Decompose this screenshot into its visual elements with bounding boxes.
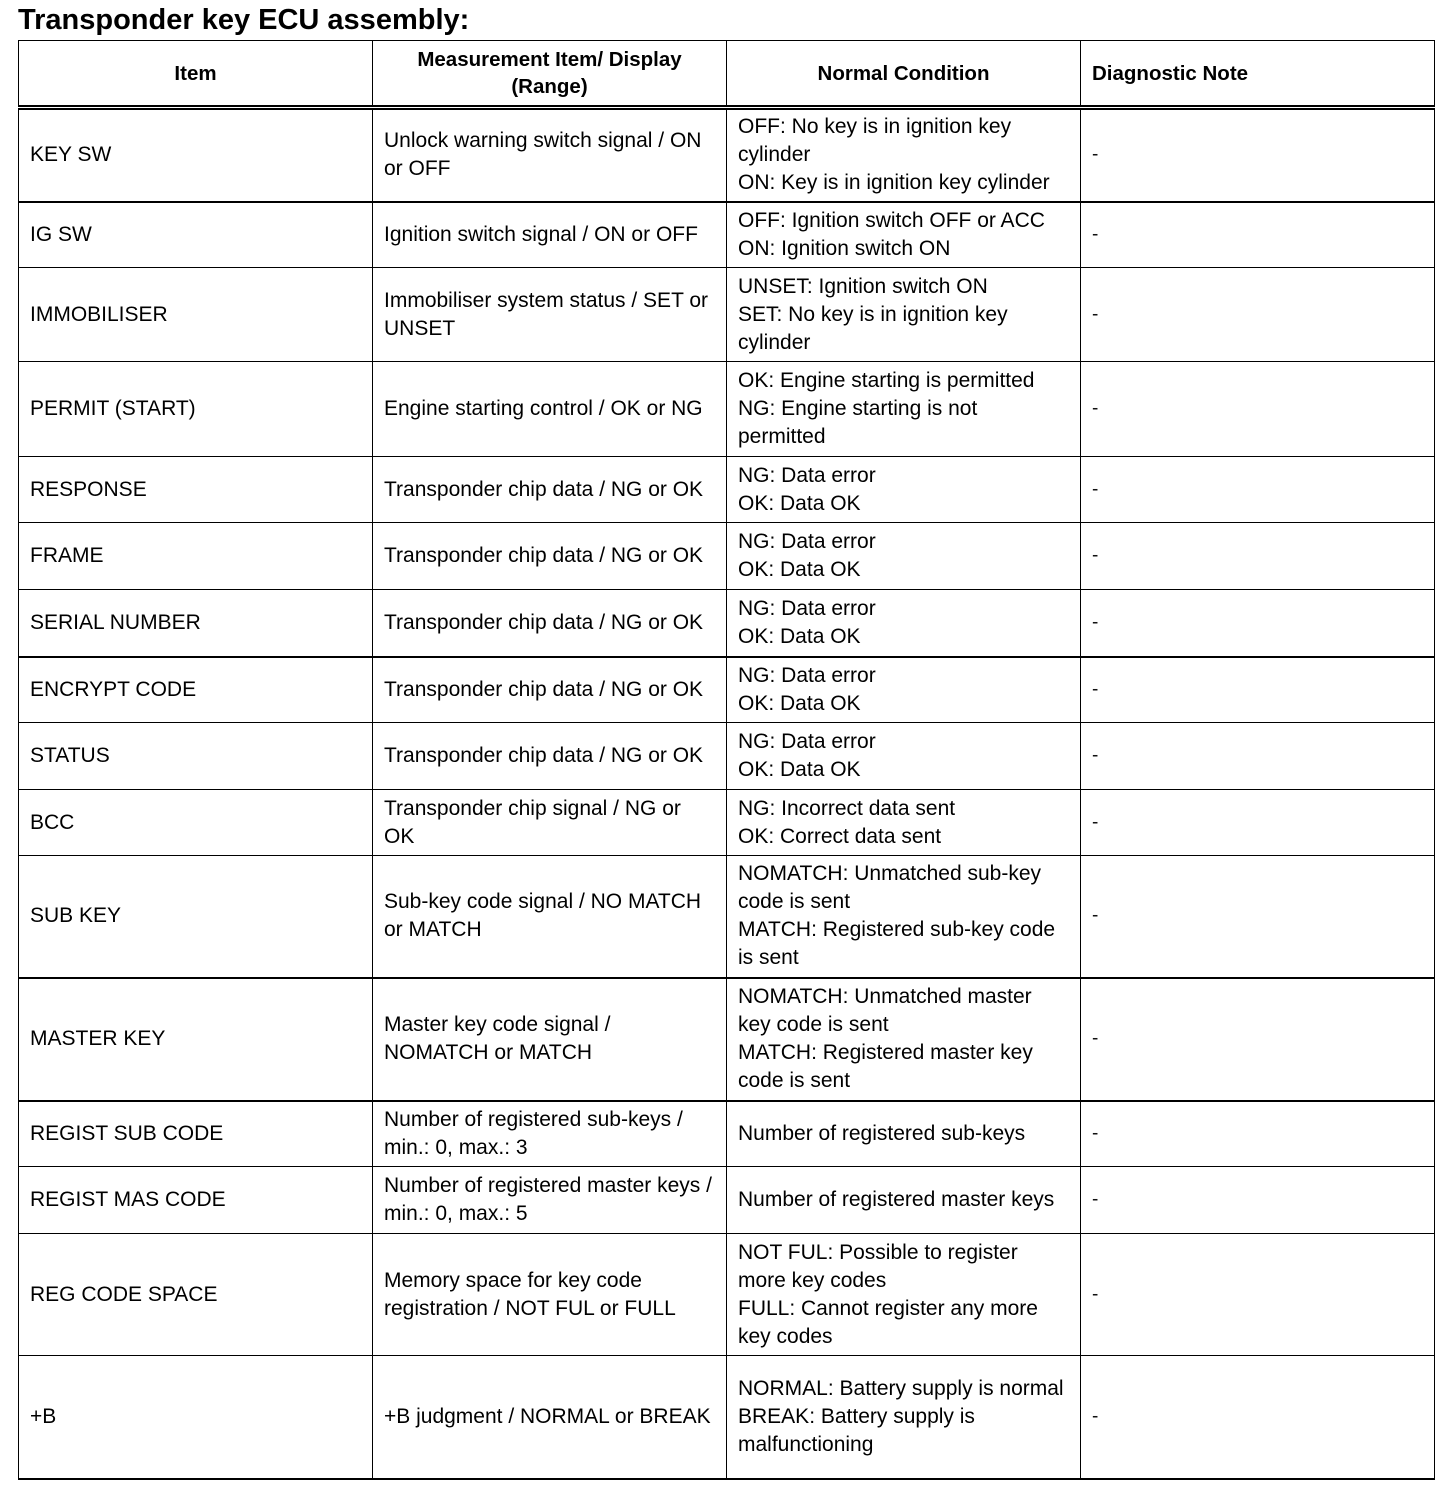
cell-item: REG CODE SPACE xyxy=(19,1234,373,1356)
table-row xyxy=(19,657,1435,723)
cell-item: +B xyxy=(19,1356,373,1479)
cell-item: FRAME xyxy=(19,523,373,590)
condition-line: ON: Key is in ignition key cylinder xyxy=(738,171,1050,195)
cell-item: PERMIT (START) xyxy=(19,362,373,457)
condition-line: NG: Data error xyxy=(738,730,876,753)
table-row xyxy=(19,590,1435,657)
condition-line: NG: Data error xyxy=(738,663,876,687)
cell-item: SERIAL NUMBER xyxy=(19,590,373,657)
condition-line: NG: Incorrect data sent xyxy=(738,796,956,820)
column-header-diagnostic-note: Diagnostic Note xyxy=(1081,41,1435,108)
table-row xyxy=(19,723,1435,790)
condition-line: Number of registered sub-keys xyxy=(738,1121,1026,1145)
table-row xyxy=(19,978,1435,1101)
condition-line: OFF: Ignition switch OFF or ACC xyxy=(738,208,1045,232)
cell-normal-condition xyxy=(727,723,1081,790)
cell-diagnostic-note: - xyxy=(1081,1356,1435,1479)
table-row xyxy=(19,523,1435,590)
condition-line: OK: Correct data sent xyxy=(738,824,942,848)
cell-measurement: Transponder chip data / NG or OK xyxy=(373,457,727,523)
cell-diagnostic-note: - xyxy=(1081,1167,1435,1234)
cell-normal-condition xyxy=(727,268,1081,362)
condition-line: NOT FUL: Possible to register more key codes xyxy=(738,1240,1018,1292)
cell-normal-condition xyxy=(727,1234,1081,1356)
cell-diagnostic-note: - xyxy=(1081,590,1435,657)
table-row xyxy=(19,1101,1435,1167)
condition-line: OFF: No key is in ignition key cylinder xyxy=(738,115,1012,167)
condition-line: NG: Data error xyxy=(738,530,876,553)
table-row xyxy=(19,202,1435,268)
cell-item: REGIST SUB CODE xyxy=(19,1101,373,1167)
cell-diagnostic-note: - xyxy=(1081,108,1435,202)
cell-item: REGIST MAS CODE xyxy=(19,1167,373,1234)
cell-normal-condition xyxy=(727,362,1081,457)
condition-line: OK: Data OK xyxy=(738,691,861,715)
cell-normal-condition xyxy=(727,978,1081,1101)
condition-line: OK: Engine starting is permitted xyxy=(738,369,1035,392)
cell-measurement: Engine starting control / OK or NG xyxy=(373,362,727,457)
cell-item: IMMOBILISER xyxy=(19,268,373,362)
column-header-measurement: Measurement Item/ Display (Range) xyxy=(373,41,727,108)
table-row xyxy=(19,790,1435,856)
cell-diagnostic-note: - xyxy=(1081,362,1435,457)
table-row xyxy=(19,1167,1435,1234)
cell-measurement: Transponder chip signal / NG or OK xyxy=(373,790,727,856)
cell-item: IG SW xyxy=(19,202,373,268)
condition-line: NOMATCH: Unmatched master key code is sent xyxy=(738,985,1032,1036)
cell-diagnostic-note: - xyxy=(1081,457,1435,523)
condition-line: FULL: Cannot register any more key codes xyxy=(738,1296,1038,1348)
cell-item: KEY SW xyxy=(19,108,373,202)
condition-line: BREAK: Battery supply is malfunctioning xyxy=(738,1404,975,1456)
cell-measurement: Number of registered sub-keys / min.: 0, max.: 3 xyxy=(373,1101,727,1167)
cell-measurement: Transponder chip data / NG or OK xyxy=(373,723,727,790)
condition-line: OK: Data OK xyxy=(738,624,861,648)
cell-measurement: Number of registered master keys / min.: 0, max.: 5 xyxy=(373,1167,727,1234)
table-row xyxy=(19,362,1435,457)
cell-measurement: Sub-key code signal / NO MATCH or MATCH xyxy=(373,856,727,978)
cell-diagnostic-note: - xyxy=(1081,723,1435,790)
cell-normal-condition xyxy=(727,657,1081,723)
table-row xyxy=(19,108,1435,202)
cell-measurement: Memory space for key code registration / NOT FUL or FULL xyxy=(373,1234,727,1356)
cell-diagnostic-note: - xyxy=(1081,978,1435,1101)
condition-line: ON: Ignition switch ON xyxy=(738,236,951,260)
cell-normal-condition xyxy=(727,523,1081,590)
cell-diagnostic-note: - xyxy=(1081,1101,1435,1167)
condition-line: SET: No key is in ignition key cylinder xyxy=(738,302,1008,354)
cell-item: MASTER KEY xyxy=(19,978,373,1101)
page-title: Transponder key ECU assembly: xyxy=(18,4,470,36)
cell-item: RESPONSE xyxy=(19,457,373,523)
cell-measurement: Transponder chip data / NG or OK xyxy=(373,657,727,723)
table-row xyxy=(19,1356,1435,1479)
cell-diagnostic-note: - xyxy=(1081,523,1435,590)
condition-line: OK: Data OK xyxy=(738,491,861,515)
cell-measurement: +B judgment / NORMAL or BREAK xyxy=(373,1356,727,1479)
column-header-item: Item xyxy=(19,41,373,108)
cell-normal-condition xyxy=(727,1167,1081,1234)
condition-line: MATCH: Registered master key code is sent xyxy=(738,1041,1033,1092)
data-list-table xyxy=(18,40,1435,1480)
cell-measurement: Master key code signal / NOMATCH or MATCH xyxy=(373,978,727,1101)
table-row xyxy=(19,1234,1435,1356)
cell-measurement: Ignition switch signal / ON or OFF xyxy=(373,202,727,268)
condition-line: Number of registered master keys xyxy=(738,1188,1055,1211)
cell-item: SUB KEY xyxy=(19,856,373,978)
cell-diagnostic-note: - xyxy=(1081,657,1435,723)
cell-diagnostic-note: - xyxy=(1081,202,1435,268)
cell-normal-condition xyxy=(727,856,1081,978)
table-header-row xyxy=(19,41,1435,108)
condition-line: OK: Data OK xyxy=(738,758,861,781)
cell-normal-condition xyxy=(727,790,1081,856)
cell-normal-condition xyxy=(727,1101,1081,1167)
cell-diagnostic-note: - xyxy=(1081,268,1435,362)
table-row xyxy=(19,856,1435,978)
condition-line: NG: Data error xyxy=(738,596,876,620)
cell-normal-condition xyxy=(727,590,1081,657)
condition-line: OK: Data OK xyxy=(738,558,861,581)
cell-diagnostic-note: - xyxy=(1081,856,1435,978)
condition-line: NORMAL: Battery supply is normal xyxy=(738,1376,1064,1400)
cell-normal-condition xyxy=(727,202,1081,268)
cell-measurement: Transponder chip data / NG or OK xyxy=(373,590,727,657)
cell-item: ENCRYPT CODE xyxy=(19,657,373,723)
condition-line: NOMATCH: Unmatched sub-key code is sent xyxy=(738,862,1042,914)
cell-normal-condition xyxy=(727,108,1081,202)
table-row xyxy=(19,268,1435,362)
cell-measurement: Transponder chip data / NG or OK xyxy=(373,523,727,590)
cell-item: BCC xyxy=(19,790,373,856)
cell-normal-condition xyxy=(727,457,1081,523)
table-row xyxy=(19,457,1435,523)
condition-line: NG: Data error xyxy=(738,463,876,487)
cell-item: STATUS xyxy=(19,723,373,790)
column-header-normal-condition: Normal Condition xyxy=(727,41,1081,108)
condition-line: NG: Engine starting is not permitted xyxy=(738,397,978,448)
cell-diagnostic-note: - xyxy=(1081,1234,1435,1356)
cell-measurement: Unlock warning switch signal / ON or OFF xyxy=(373,108,727,202)
cell-diagnostic-note: - xyxy=(1081,790,1435,856)
cell-measurement: Immobiliser system status / SET or UNSET xyxy=(373,268,727,362)
condition-line: MATCH: Registered sub-key code is sent xyxy=(738,918,1056,970)
cell-normal-condition xyxy=(727,1356,1081,1479)
condition-line: UNSET: Ignition switch ON xyxy=(738,274,988,298)
